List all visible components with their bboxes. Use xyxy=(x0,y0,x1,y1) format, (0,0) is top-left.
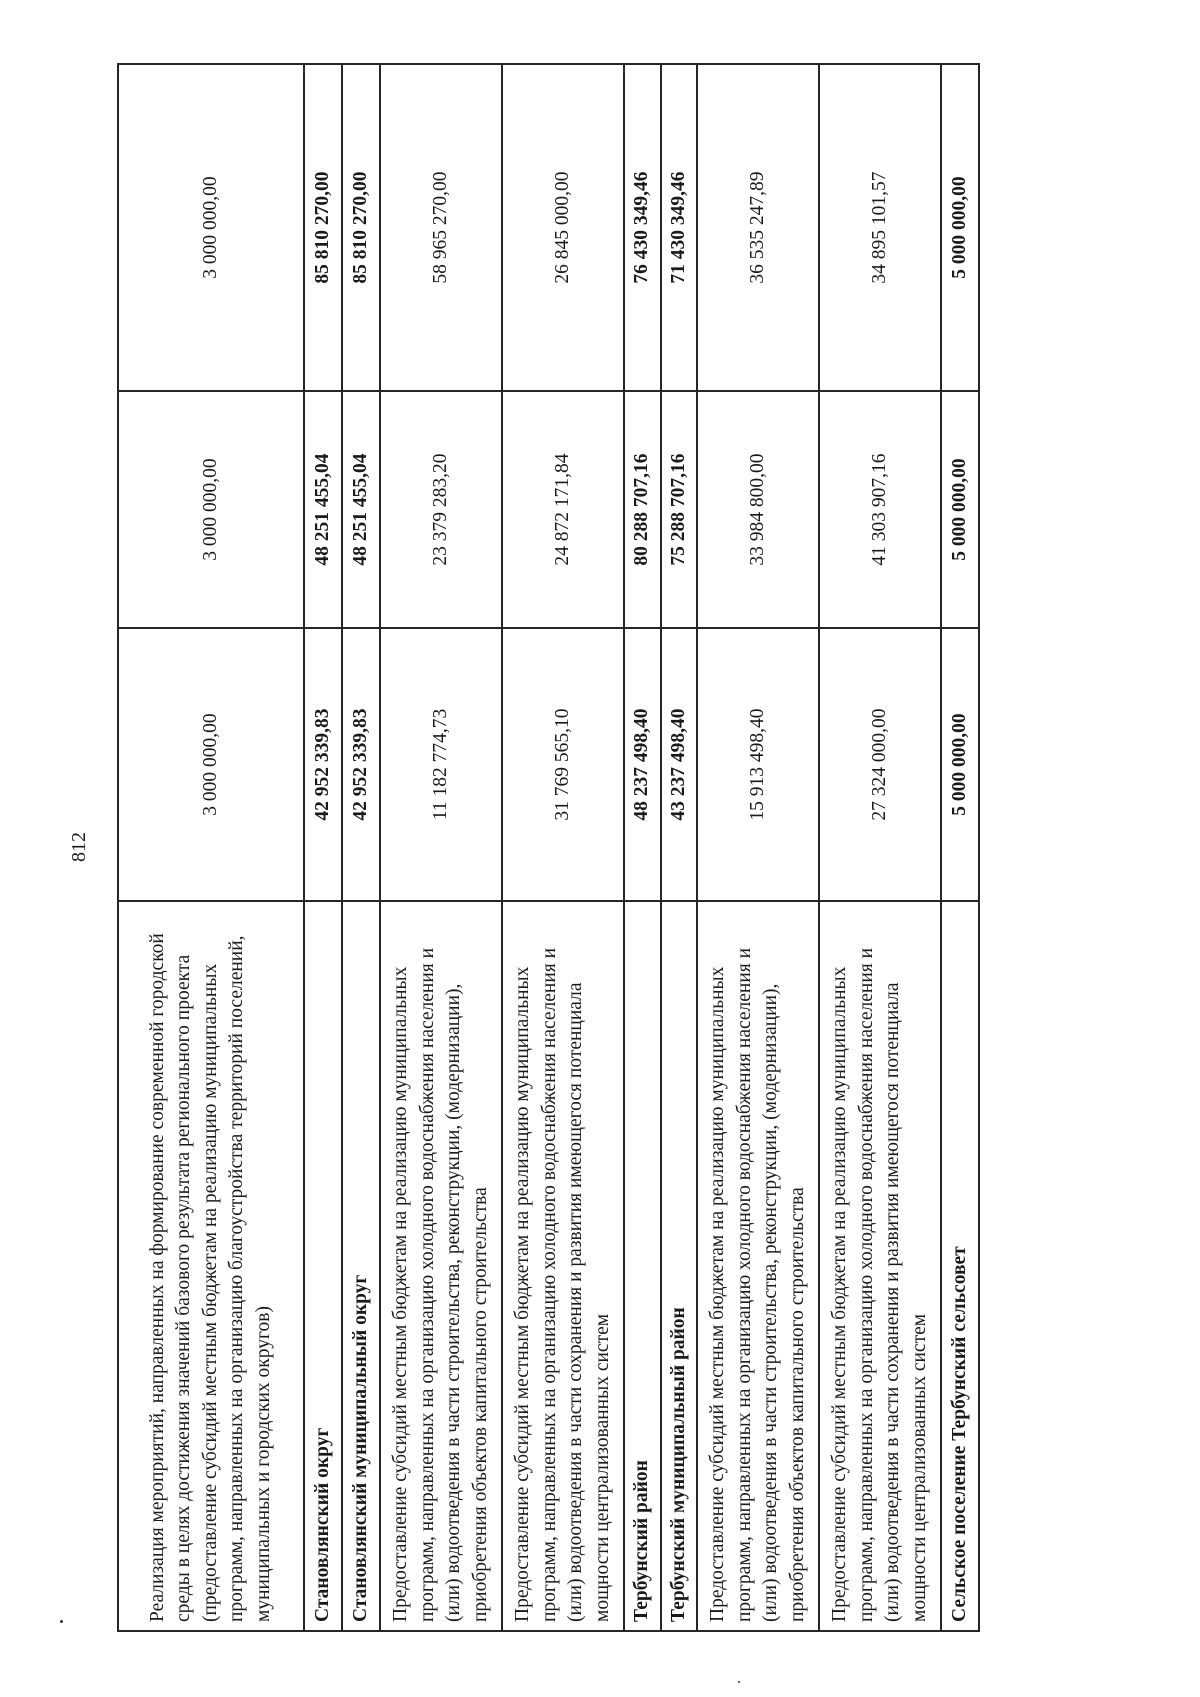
value-year-2: 48 251 455,04 xyxy=(342,391,380,628)
row-name: Сельское поселение Тербунский сельсовет xyxy=(941,901,979,1631)
value-year-2: 23 379 283,20 xyxy=(380,391,502,628)
row-name: Предоставление субсидий местным бюджетам на реализацию муниципальных программ, направленных на организацию холодного водоснабжения населения и (или) водоотведения в части сохранения и развития имеющегося потенциала мощности централизованных систем xyxy=(819,901,941,1631)
row-name: Реализация мероприятий, направленных на формирование современной городской среды в целях достижения значений базового результата регионального проекта (предоставление субсидий местным бюджетам на реализацию муниципальных программ, направленных на организацию благоустройства территорий поселений, муниципальных и городских округов) xyxy=(118,901,304,1631)
value-year-3: 36 535 247,89 xyxy=(697,64,819,391)
value-year-1: 43 237 498,40 xyxy=(661,628,698,901)
value-year-3: 85 810 270,00 xyxy=(342,64,380,391)
budget-table xyxy=(117,63,980,1632)
page-number: 812 xyxy=(68,832,90,862)
scan-speck xyxy=(738,1681,740,1683)
value-year-3: 34 895 101,57 xyxy=(819,64,941,391)
row-name: Становлянский муниципальный округ xyxy=(342,901,380,1631)
row-name: Становлянский округ xyxy=(304,901,342,1631)
value-year-1: 42 952 339,83 xyxy=(342,628,380,901)
table-row xyxy=(380,64,502,1631)
row-name: Предоставление субсидий местным бюджетам на реализацию муниципальных программ, направленных на организацию холодного водоснабжения населения и (или) водоотведения в части сохранения и развития имеющегося потенциала мощности централизованных систем xyxy=(502,901,624,1631)
row-name: Тербунский район xyxy=(624,901,661,1631)
table-row xyxy=(697,64,819,1631)
value-year-2: 41 303 907,16 xyxy=(819,391,941,628)
value-year-2: 3 000 000,00 xyxy=(118,391,304,628)
value-year-3: 76 430 349,46 xyxy=(624,64,661,391)
table-row xyxy=(819,64,941,1631)
value-year-1: 15 913 498,40 xyxy=(697,628,819,901)
row-name: Предоставление субсидий местным бюджетам на реализацию муниципальных программ, направленных на организацию холодного водоснабжения населения и (или) водоотведения в части строительства, реконструкции, (модернизации), приобретения объектов капитального строительства xyxy=(380,901,502,1631)
scan-speck xyxy=(60,1620,63,1623)
value-year-3: 5 000 000,00 xyxy=(941,64,979,391)
value-year-1: 11 182 774,73 xyxy=(380,628,502,901)
table-row xyxy=(304,64,342,1631)
table-row xyxy=(941,64,979,1631)
table-row xyxy=(502,64,624,1631)
value-year-2: 75 288 707,16 xyxy=(661,391,698,628)
value-year-2: 33 984 800,00 xyxy=(697,391,819,628)
value-year-2: 5 000 000,00 xyxy=(941,391,979,628)
value-year-2: 48 251 455,04 xyxy=(304,391,342,628)
value-year-1: 31 769 565,10 xyxy=(502,628,624,901)
value-year-1: 5 000 000,00 xyxy=(941,628,979,901)
value-year-1: 27 324 000,00 xyxy=(819,628,941,901)
value-year-1: 48 237 498,40 xyxy=(624,628,661,901)
value-year-3: 58 965 270,00 xyxy=(380,64,502,391)
table-row xyxy=(661,64,698,1631)
value-year-3: 26 845 000,00 xyxy=(502,64,624,391)
value-year-1: 3 000 000,00 xyxy=(118,628,304,901)
value-year-1: 42 952 339,83 xyxy=(304,628,342,901)
value-year-3: 3 000 000,00 xyxy=(118,64,304,391)
value-year-3: 71 430 349,46 xyxy=(661,64,698,391)
table-row xyxy=(118,64,304,1631)
table-row xyxy=(624,64,661,1631)
table-row xyxy=(342,64,380,1631)
value-year-2: 80 288 707,16 xyxy=(624,391,661,628)
row-name: Тербунский муниципальный район xyxy=(661,901,698,1631)
row-name: Предоставление субсидий местным бюджетам на реализацию муниципальных программ, направленных на организацию холодного водоснабжения населения и (или) водоотведения в части строительства, реконструкции, (модернизации), приобретения объектов капитального строительства xyxy=(697,901,819,1631)
value-year-3: 85 810 270,00 xyxy=(304,64,342,391)
value-year-2: 24 872 171,84 xyxy=(502,391,624,628)
